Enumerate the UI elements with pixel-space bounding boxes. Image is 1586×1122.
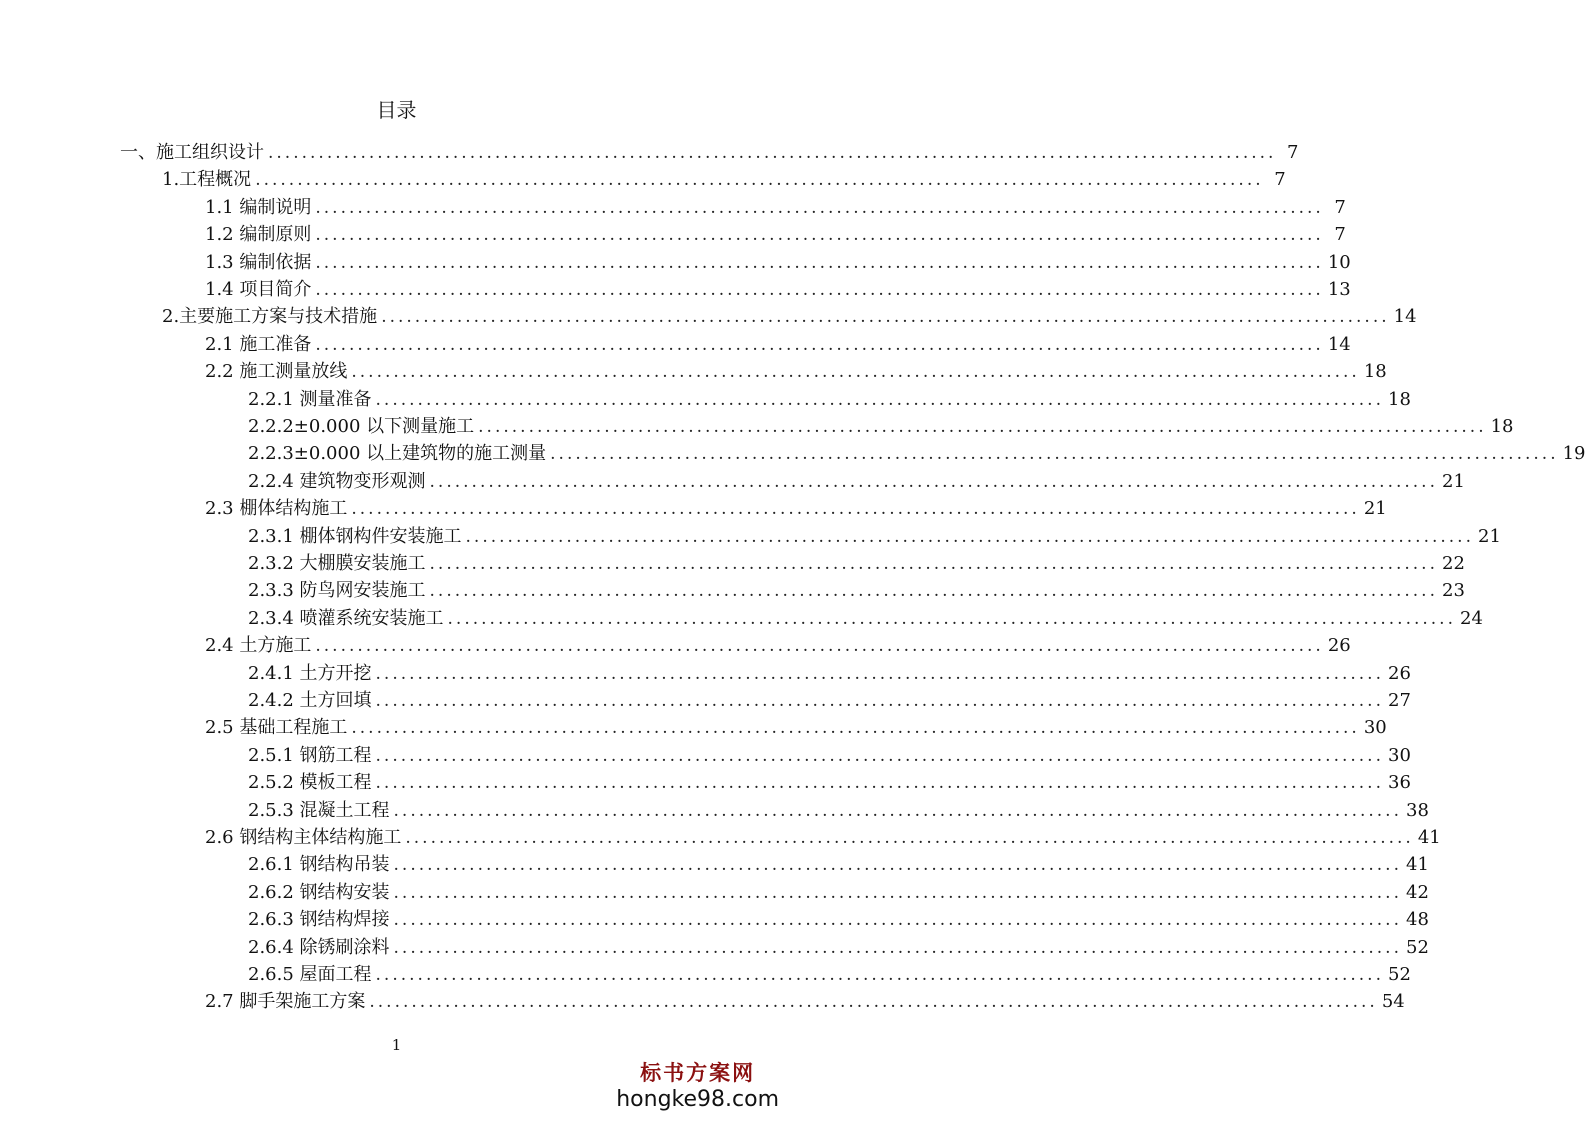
toc-entry-title: 2.5.2 模板工程	[248, 772, 372, 794]
dot-leader: ........................................................................................................................	[369, 992, 1378, 1013]
toc-entry-title: 2.6.1 钢结构吊装	[248, 854, 390, 876]
toc-entry-page: 38	[1406, 799, 1429, 821]
toc-entry-title: 2.6 钢结构主体结构施工	[205, 827, 402, 848]
toc-entry-title: 2.6.4 除锈刷涂料	[248, 936, 390, 958]
toc-entry[interactable]	[248, 935, 1429, 961]
toc-entry-page: 7	[1287, 142, 1299, 163]
dot-leader: ........................................................................................................................	[375, 965, 1384, 985]
toc-entry[interactable]	[248, 387, 1411, 413]
dot-leader: ........................................................................................................................	[381, 307, 1390, 328]
toc-entry-page: 54	[1381, 991, 1405, 1013]
toc-entry-page: 48	[1406, 909, 1429, 931]
dot-leader: ........................................................................................................................	[375, 691, 1384, 711]
toc-entry[interactable]	[120, 140, 1299, 166]
toc-entry-title: 2.2.2±0.000 以下测量施工	[248, 416, 475, 437]
toc-entry-page: 14	[1393, 306, 1417, 328]
toc-entry-title: 2.6.5 屋面工程	[248, 964, 372, 985]
dot-leader: ........................................................................................................................	[375, 745, 1384, 766]
dot-leader: ........................................................................................................................	[550, 444, 1559, 465]
toc-entry[interactable]	[248, 688, 1411, 714]
toc-entry-page: 7	[1334, 196, 1346, 218]
page-number: 1	[391, 1036, 402, 1054]
toc-entry-title: 2.4.1 土方开挖	[248, 662, 372, 684]
dot-leader: ........................................................................................................................	[465, 526, 1474, 547]
toc-entry-title: 2.主要施工方案与技术措施	[162, 306, 378, 328]
toc-entry-title: 2.7 脚手架施工方案	[205, 991, 366, 1013]
toc-entry-title: 2.5.1 钢筋工程	[248, 744, 372, 766]
toc-entry-page: 7	[1334, 224, 1346, 246]
toc-entry[interactable]	[248, 414, 1514, 440]
toc-entry[interactable]	[248, 524, 1501, 550]
toc-entry[interactable]	[248, 770, 1411, 796]
toc-entry-page: 42	[1406, 881, 1429, 903]
toc-entry[interactable]	[248, 743, 1411, 769]
toc-entry[interactable]	[248, 578, 1465, 604]
dot-leader: ........................................................................................................................	[315, 197, 1324, 218]
toc-entry-page: 24	[1460, 607, 1483, 629]
toc-entry-title: 2.3.3 防鸟网安装施工	[248, 580, 426, 602]
dot-leader: ........................................................................................................................	[351, 499, 1360, 520]
dot-leader: ........................................................................................................................	[447, 608, 1456, 629]
dot-leader: ........................................................................................................................	[351, 362, 1360, 383]
toc-entry-title: 2.4 土方施工	[205, 635, 312, 657]
toc-entry-page: 23	[1442, 580, 1465, 602]
toc-entry-page: 36	[1388, 772, 1411, 794]
toc-entry[interactable]	[248, 441, 1586, 467]
toc-entry-page: 18	[1363, 361, 1387, 383]
page-title: 目录	[376, 98, 417, 122]
toc-entry-title: 2.5.3 混凝土工程	[248, 799, 390, 821]
dot-leader: ........................................................................................................................	[478, 417, 1487, 437]
dot-leader: ........................................................................................................................	[315, 334, 1324, 355]
toc-entry[interactable]	[205, 222, 1346, 248]
toc-entry-page: 10	[1327, 251, 1351, 273]
dot-leader: ........................................................................................................................	[268, 143, 1277, 163]
dot-leader: ........................................................................................................................	[393, 882, 1402, 903]
toc-entry-title: 2.6.3 钢结构焊接	[248, 909, 390, 931]
toc-entry-title: 2.1 施工准备	[205, 333, 312, 355]
watermark-name: 标书方案网	[640, 1060, 756, 1085]
toc-entry-title: 2.2 施工测量放线	[205, 361, 348, 383]
toc-entry-page: 13	[1327, 279, 1351, 300]
dot-leader: ........................................................................................................................	[315, 225, 1324, 246]
toc-entry[interactable]	[205, 989, 1405, 1015]
toc-entry[interactable]	[248, 661, 1411, 687]
dot-leader: ........................................................................................................................	[315, 636, 1324, 657]
toc-entry[interactable]	[205, 277, 1351, 303]
toc-entry-title: 1.2 编制原则	[205, 224, 312, 246]
toc-entry-title: 2.2.3±0.000 以上建筑物的施工测量	[248, 443, 547, 465]
toc-entry-page: 30	[1388, 744, 1411, 766]
toc-entry-title: 1.1 编制说明	[205, 196, 312, 218]
toc-entry-page: 41	[1406, 854, 1429, 876]
dot-leader: ........................................................................................................................	[375, 663, 1384, 684]
toc-entry-title: 1.3 编制依据	[205, 251, 312, 273]
toc-entry-page: 21	[1478, 525, 1501, 547]
toc-entry[interactable]	[248, 606, 1483, 632]
toc-entry[interactable]	[248, 798, 1429, 824]
toc-entry-page: 41	[1417, 827, 1441, 848]
toc-entry-page: 14	[1327, 333, 1351, 355]
watermark-url: hongke98.com	[616, 1087, 779, 1112]
dot-leader: ........................................................................................................................	[429, 554, 1438, 574]
dot-leader: ........................................................................................................................	[375, 773, 1384, 794]
toc-entry[interactable]	[205, 496, 1387, 522]
toc-entry-title: 2.3.1 棚体钢构件安装施工	[248, 525, 462, 547]
toc-entry-title: 2.5 基础工程施工	[205, 717, 348, 739]
toc-entry-page: 21	[1442, 470, 1465, 492]
toc-entry-title: 2.2.1 测量准备	[248, 388, 372, 410]
toc-entry-page: 52	[1388, 964, 1411, 985]
toc-entry-title: 一、施工组织设计	[120, 142, 264, 163]
toc-entry[interactable]	[205, 332, 1351, 358]
toc-entry-title: 2.3.4 喷灌系统安装施工	[248, 607, 444, 629]
watermark-logo	[616, 1057, 779, 1112]
toc-entry[interactable]	[248, 962, 1411, 988]
dot-leader: ........................................................................................................................	[393, 937, 1402, 958]
toc-entry-page: 18	[1388, 388, 1411, 410]
toc-entry[interactable]	[205, 825, 1441, 851]
dot-leader: ........................................................................................................................	[429, 581, 1438, 602]
toc-entry-title: 2.4.2 土方回填	[248, 690, 372, 711]
dot-leader: ........................................................................................................................	[315, 280, 1324, 300]
toc-entry-page: 21	[1363, 498, 1387, 520]
toc-entry[interactable]	[205, 633, 1351, 659]
dot-leader: ........................................................................................................................	[393, 855, 1402, 876]
toc-entry[interactable]	[248, 880, 1429, 906]
dot-leader: ........................................................................................................................	[351, 718, 1360, 739]
toc-entry[interactable]	[248, 551, 1465, 577]
dot-leader: ........................................................................................................................	[255, 170, 1264, 191]
toc-entry-page: 26	[1388, 662, 1411, 684]
toc-entry-page: 19	[1562, 443, 1586, 465]
dot-leader: ........................................................................................................................	[405, 828, 1414, 848]
toc-entry-title: 2.3.2 大棚膜安装施工	[248, 553, 426, 574]
toc-entry-title: 1.4 项目简介	[205, 279, 312, 300]
toc-entry-page: 27	[1388, 690, 1411, 711]
toc-entry[interactable]	[162, 304, 1417, 330]
toc-entry[interactable]	[248, 852, 1429, 878]
dot-leader: ........................................................................................................................	[393, 910, 1402, 931]
toc-entry-page: 52	[1406, 936, 1429, 958]
toc-entry-title: 2.3 棚体结构施工	[205, 498, 348, 520]
toc-entry-page: 26	[1327, 635, 1351, 657]
toc-entry[interactable]	[248, 907, 1429, 933]
dot-leader: ........................................................................................................................	[393, 800, 1402, 821]
toc-entry-title: 2.2.4 建筑物变形观测	[248, 470, 426, 492]
toc-entry[interactable]	[248, 469, 1465, 495]
toc-entry[interactable]	[162, 167, 1286, 193]
dot-leader: ........................................................................................................................	[429, 471, 1438, 492]
toc-entry[interactable]	[205, 250, 1351, 276]
toc-entry[interactable]	[205, 715, 1387, 741]
toc-entry[interactable]	[205, 195, 1346, 221]
toc-entry-title: 2.6.2 钢结构安装	[248, 881, 390, 903]
toc-entry[interactable]	[205, 359, 1387, 385]
dot-leader: ........................................................................................................................	[315, 252, 1324, 273]
toc-entry-page: 22	[1442, 553, 1465, 574]
toc-entry-title: 1.工程概况	[162, 169, 252, 191]
toc-entry-page: 7	[1274, 169, 1286, 191]
toc-entry-page: 30	[1363, 717, 1387, 739]
dot-leader: ........................................................................................................................	[375, 389, 1384, 410]
toc-entry-page: 18	[1490, 416, 1514, 437]
